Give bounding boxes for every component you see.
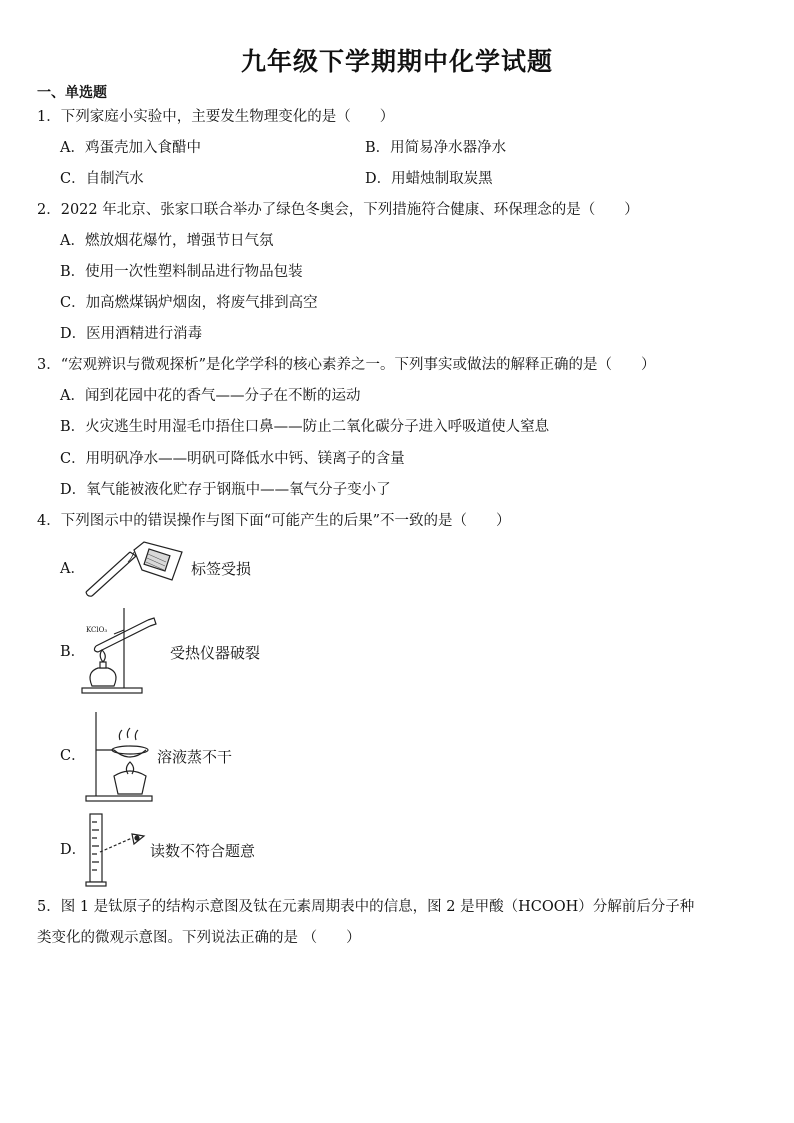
question-4-option-b-text: 受热仪器破裂 — [170, 644, 261, 662]
question-4-option-b-letter[interactable]: B． — [60, 644, 86, 660]
question-3-stem: 3．“宏观辨识与微观探析”是化学学科的核心素养之一。下列事实或做法的解释正确的是（ ） — [37, 357, 656, 373]
question-2-option-d[interactable]: D．医用酒精进行消毒 — [60, 326, 203, 342]
question-4-option-d-text: 读数不符合题意 — [150, 842, 256, 860]
question-3-option-c[interactable]: C．用明矾净水——明矾可降低水中钙、镁离子的含量 — [60, 451, 405, 467]
question-4-stem: 4．下列图示中的错误操作与图下面“可能产生的后果”不一致的是（ ） — [37, 513, 511, 529]
heating-test-tube-figure — [78, 606, 168, 696]
evaporation-figure — [84, 710, 156, 804]
page-title: 九年级下学期期中化学试题 — [240, 47, 553, 76]
question-4-option-a-letter[interactable]: A． — [60, 561, 85, 577]
question-2-stem: 2．2022 年北京、张家口联合举办了绿色冬奥会，下列措施符合健康、环保理念的是（ ） — [37, 202, 639, 218]
question-1-option-c[interactable]: C．自制汽水 — [60, 171, 144, 187]
question-2-option-b[interactable]: B．使用一次性塑料制品进行物品包装 — [60, 264, 303, 280]
question-2-option-a[interactable]: A．燃放烟花爆竹，增强节日气氛 — [60, 233, 274, 249]
question-2-option-c[interactable]: C．加高燃煤锅炉烟囱，将废气排到高空 — [60, 295, 318, 311]
question-3-option-a[interactable]: A．闻到花园中花的香气——分子在不断的运动 — [60, 388, 361, 404]
section-heading: 一、单选题 — [37, 85, 107, 101]
question-5-stem-line-1: 5．图 1 是钛原子的结构示意图及钛在元素周期表中的信息，图 2 是甲酸（HCOOH）分解前后分子种 — [37, 899, 695, 915]
question-5-stem-line-2: 类变化的微观示意图。下列说法正确的是 （ ） — [37, 930, 361, 946]
question-1-option-a[interactable]: A．鸡蛋壳加入食醋中 — [60, 140, 201, 156]
question-3-option-d[interactable]: D．氧气能被液化贮存于钢瓶中——氧气分子变小了 — [60, 482, 391, 498]
kclo3-label: KClO₃ — [86, 626, 108, 634]
question-4-option-a-text: 标签受损 — [191, 560, 252, 578]
question-1-option-b[interactable]: B．用简易净水器净水 — [365, 140, 507, 156]
question-4-option-c-text: 溶液蒸不干 — [157, 748, 233, 766]
question-4-option-d-letter[interactable]: D． — [60, 842, 87, 858]
question-3-option-b[interactable]: B．火灾逃生时用湿毛巾捂住口鼻——防止二氧化碳分子进入呼吸道使人窒息 — [60, 419, 550, 435]
graduated-cylinder-figure — [86, 812, 148, 888]
question-1-option-d[interactable]: D．用蜡烛制取炭黑 — [365, 171, 493, 187]
question-4-option-c-letter[interactable]: C． — [60, 748, 86, 764]
reagent-bottle-pouring-figure — [82, 540, 182, 596]
question-1-stem: 1．下列家庭小实验中，主要发生物理变化的是（ ） — [37, 109, 395, 125]
